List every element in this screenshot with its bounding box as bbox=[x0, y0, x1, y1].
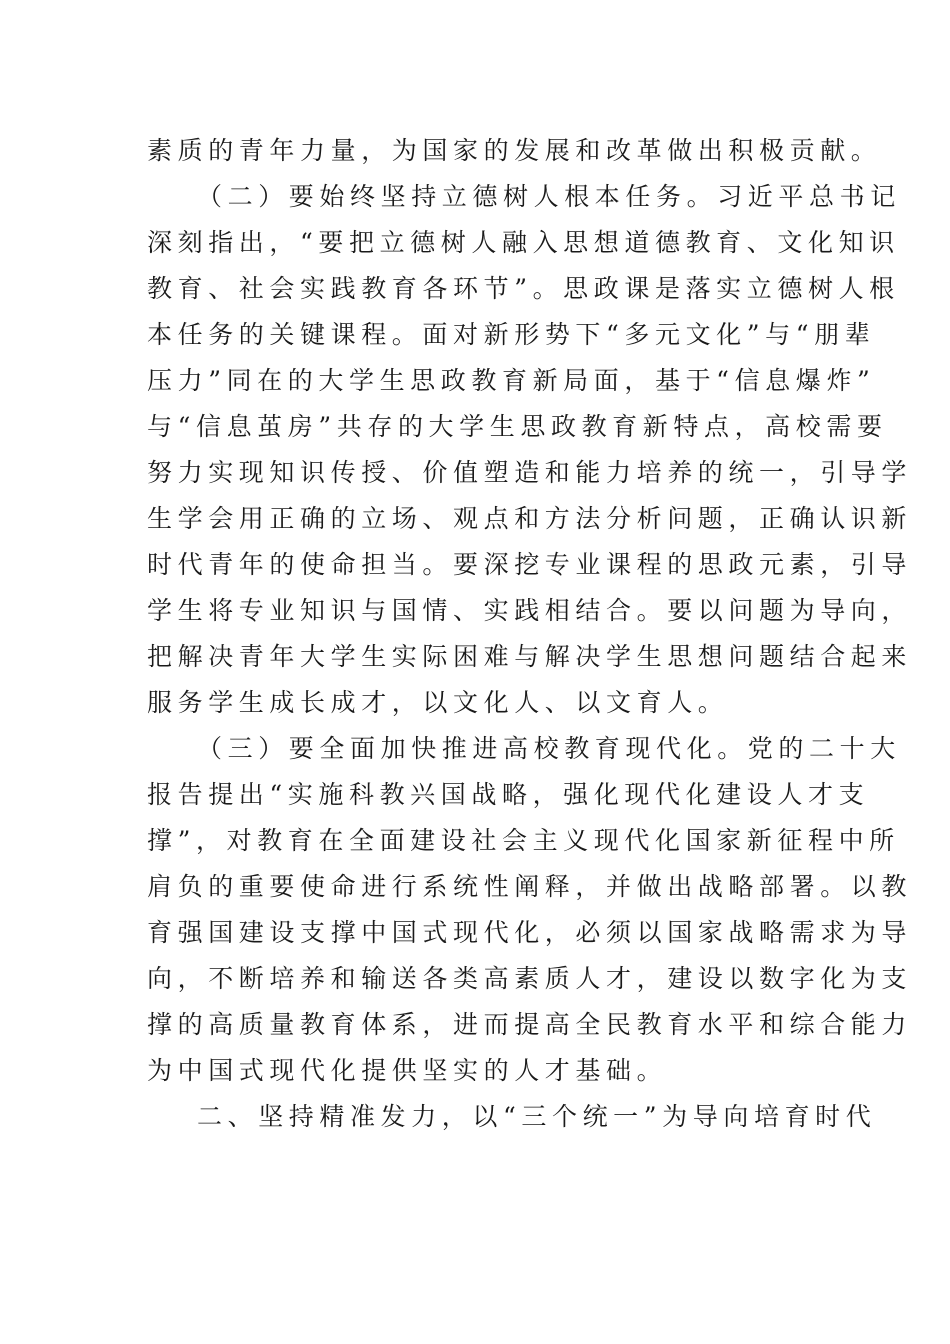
body-text-line: 肩负的重要使命进行系统性阐释，并做出战略部署。以教 bbox=[147, 872, 913, 901]
body-text-line: 本任务的关键课程。面对新形势下“多元文化”与“朋辈 bbox=[147, 320, 876, 349]
body-text-line: 报告提出“实施科教兴国战略，强化现代化建设人才支 bbox=[147, 780, 870, 809]
body-text-line: 学生将专业知识与国情、实践相结合。要以问题为导向， bbox=[147, 596, 913, 625]
body-text-line: 育强国建设支撑中国式现代化，必须以国家战略需求为导 bbox=[147, 918, 913, 947]
section-heading-3: （三）要全面加快推进高校教育现代化。党的二十大 bbox=[197, 734, 901, 763]
body-text-line: 向，不断培养和输送各类高素质人才，建设以数字化为支 bbox=[147, 964, 913, 993]
chapter-heading-2: 二、坚持精准发力，以“三个统一”为导向培育时代 bbox=[197, 1102, 877, 1131]
body-text-line: 把解决青年大学生实际困难与解决学生思想问题结合起来 bbox=[147, 642, 913, 671]
body-text-line: 深刻指出，“要把立德树人融入思想道德教育、文化知识 bbox=[147, 228, 900, 257]
body-text-line: 服务学生成长成才，以文化人、以文育人。 bbox=[147, 688, 729, 717]
body-text-line: 压力”同在的大学生思政教育新局面，基于“信息爆炸” bbox=[147, 366, 876, 395]
body-text-line: 撑的高质量教育体系，进而提高全民教育水平和综合能力 bbox=[147, 1010, 913, 1039]
body-text-line: 为中国式现代化提供坚实的人才基础。 bbox=[147, 1056, 668, 1085]
body-text-line: 教育、社会实践教育各环节”。思政课是落实立德树人根 bbox=[147, 274, 900, 303]
body-text-line: 与“信息茧房”共存的大学生思政教育新特点，高校需要 bbox=[147, 412, 888, 441]
body-text-line: 撑”，对教育在全面建设社会主义现代化国家新征程中所 bbox=[147, 826, 900, 855]
body-text-line: 素质的青年力量，为国家的发展和改革做出积极贡献。 bbox=[147, 136, 882, 165]
body-text-line: 生学会用正确的立场、观点和方法分析问题，正确认识新 bbox=[147, 504, 913, 533]
body-text-line: 努力实现知识传授、价值塑造和能力培养的统一，引导学 bbox=[147, 458, 913, 487]
body-text-line: 时代青年的使命担当。要深挖专业课程的思政元素，引导 bbox=[147, 550, 913, 579]
section-heading-2: （二）要始终坚持立德树人根本任务。习近平总书记 bbox=[197, 182, 901, 211]
